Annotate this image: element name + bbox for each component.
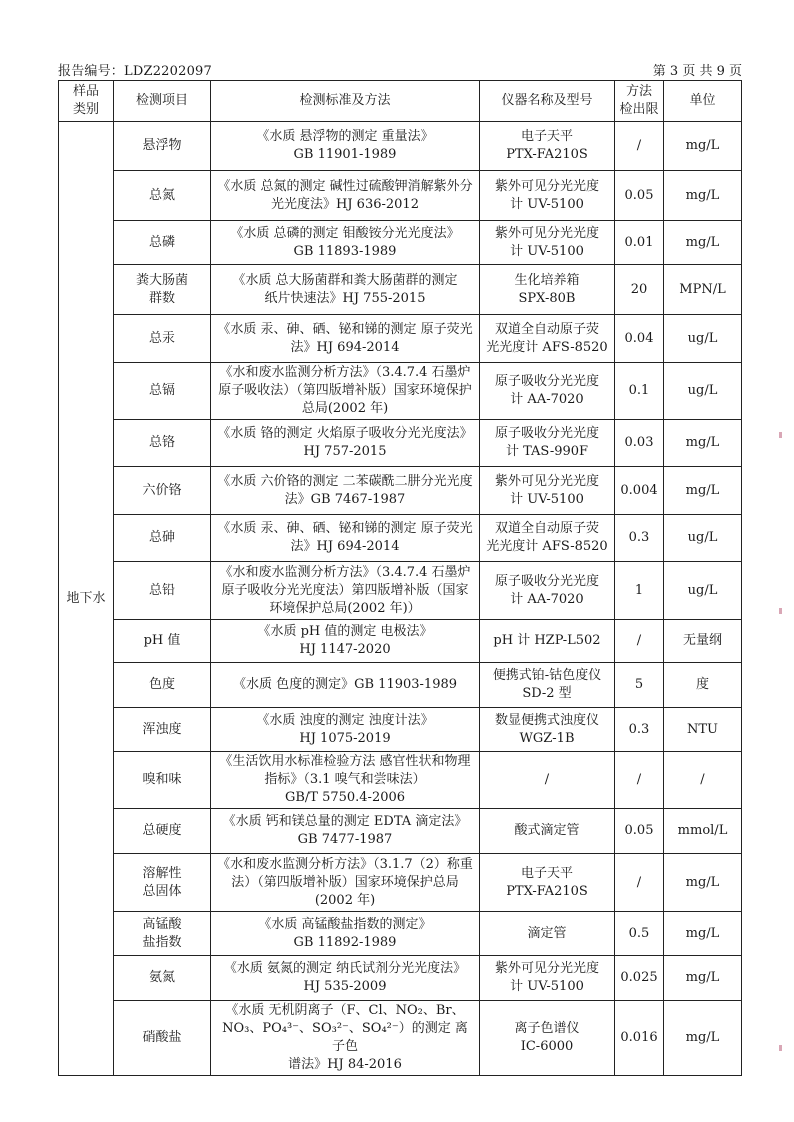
test-item: 总铅 xyxy=(114,562,211,620)
report-number: 报告编号：LDZ2202097 xyxy=(58,64,212,79)
instrument: 数显便携式浊度仪 WGZ-1B xyxy=(480,708,615,752)
table-row xyxy=(59,663,742,708)
table-row xyxy=(59,171,742,221)
standard-method: 《水质 氨氮的测定 纳氏试剂分光光度法》 HJ 535-2009 xyxy=(211,956,480,1001)
unit: mg/L xyxy=(664,420,742,467)
table-row xyxy=(59,122,742,171)
detection-limit: 0.004 xyxy=(615,467,664,515)
standard-method: 《水和废水监测分析方法》（3.4.7.4 石墨炉原子吸收法）（第四版增补版）国家环境保护总局(2002 年) xyxy=(211,363,480,420)
instrument: 原子吸收分光光度 计 AA-7020 xyxy=(480,562,615,620)
test-item: 总磷 xyxy=(114,221,211,265)
standard-no3: NO₃ xyxy=(222,1021,250,1036)
unit: mg/L xyxy=(664,221,742,265)
unit: mg/L xyxy=(664,912,742,956)
instrument: 电子天平 PTX-FA210S xyxy=(480,854,615,912)
detection-limit: 0.5 xyxy=(615,912,664,956)
unit: mg/L xyxy=(664,171,742,221)
unit: mmol/L xyxy=(664,809,742,854)
instrument: 滴定管 xyxy=(480,912,615,956)
col-header-limit: 方法 检出限 xyxy=(615,81,664,122)
instrument: 双道全自动原子荧 光光度计 AFS-8520 xyxy=(480,515,615,562)
table-row xyxy=(59,956,742,1001)
table-row xyxy=(59,515,742,562)
detection-limit: / xyxy=(615,752,664,809)
detection-limit: / xyxy=(615,620,664,663)
sample-category: 地下水 xyxy=(59,122,114,1076)
test-item: 悬浮物 xyxy=(114,122,211,171)
unit: 无量纲 xyxy=(664,620,742,663)
standard-method: 《水质 六价铬的测定 二苯碳酰二肼分光光度法》GB 7467-1987 xyxy=(211,467,480,515)
instrument: 便携式铂-钴色度仪 SD-2 型 xyxy=(480,663,615,708)
standard-line-1: 《水质 无机阴离子（F、Cl、NO₂、Br、 xyxy=(225,1003,465,1018)
test-method-table xyxy=(58,80,742,1076)
test-item: 嗅和味 xyxy=(114,752,211,809)
table-row xyxy=(59,854,742,912)
test-item: 硝酸盐 xyxy=(114,1001,211,1076)
test-item: 总镉 xyxy=(114,363,211,420)
table-row xyxy=(59,420,742,467)
col-header-instrument: 仪器名称及型号 xyxy=(480,81,615,122)
unit: mg/L xyxy=(664,467,742,515)
col-header-category: 样品 类别 xyxy=(59,81,114,122)
standard-line-2 xyxy=(217,1020,473,1056)
col-header-unit: 单位 xyxy=(664,81,742,122)
instrument: 酸式滴定管 xyxy=(480,809,615,854)
col-header-item: 检测项目 xyxy=(114,81,211,122)
instrument: 紫外可见分光光度 计 UV-5100 xyxy=(480,956,615,1001)
unit: mg/L xyxy=(664,122,742,171)
detection-limit: 0.01 xyxy=(615,221,664,265)
table-row xyxy=(59,912,742,956)
table-row xyxy=(59,752,742,809)
table-row xyxy=(59,467,742,515)
detection-limit: 0.03 xyxy=(615,420,664,467)
test-item: 六价铬 xyxy=(114,467,211,515)
unit: MPN/L xyxy=(664,265,742,315)
instrument: 电子天平 PTX-FA210S xyxy=(480,122,615,171)
detection-limit: 0.05 xyxy=(615,171,664,221)
standard-method: 《水质 悬浮物的测定 重量法》 GB 11901-1989 xyxy=(211,122,480,171)
table-row xyxy=(59,265,742,315)
unit: mg/L xyxy=(664,854,742,912)
table-body xyxy=(59,122,742,1076)
standard-method: 《水质 浊度的测定 浊度计法》 HJ 1075-2019 xyxy=(211,708,480,752)
test-item: 总汞 xyxy=(114,315,211,363)
table-header-row xyxy=(59,81,742,122)
instrument: 双道全自动原子荧 光光度计 AFS-8520 xyxy=(480,315,615,363)
unit: / xyxy=(664,752,742,809)
unit: mg/L xyxy=(664,1001,742,1076)
unit: 度 xyxy=(664,663,742,708)
unit: NTU xyxy=(664,708,742,752)
standard-method: 《水质 总氮的测定 碱性过硫酸钾消解紫外分光光度法》HJ 636-2012 xyxy=(211,171,480,221)
table-row xyxy=(59,562,742,620)
standard-method: 《生活饮用水标准检验方法 感官性状和物理指标》（3.1 嗅气和尝味法） GB/T 5750.4-2006 xyxy=(211,752,480,809)
standard-method: 《水和废水监测分析方法》（3.4.7.4 石墨炉原子吸收分光光度法）第四版增补版（国家环境保护总局(2002 年)） xyxy=(211,562,480,620)
table-row xyxy=(59,620,742,663)
table-row xyxy=(59,315,742,363)
standard-method: 《水和废水监测分析方法》（3.1.7（2）称重法）（第四版增补版）国家环境保护总局(2002 年) xyxy=(211,854,480,912)
unit: ug/L xyxy=(664,515,742,562)
detection-limit: 0.3 xyxy=(615,708,664,752)
detection-limit: 0.04 xyxy=(615,315,664,363)
instrument: 紫外可见分光光度 计 UV-5100 xyxy=(480,171,615,221)
standard-method: 《水质 钙和镁总量的测定 EDTA 滴定法》 GB 7477-1987 xyxy=(211,809,480,854)
test-item: 浑浊度 xyxy=(114,708,211,752)
detection-limit: 5 xyxy=(615,663,664,708)
test-item: 总砷 xyxy=(114,515,211,562)
margin-mark xyxy=(779,608,782,614)
table-row xyxy=(59,363,742,420)
instrument: 生化培养箱 SPX-80B xyxy=(480,265,615,315)
test-item: 总硬度 xyxy=(114,809,211,854)
standard-method: 《水质 汞、砷、硒、铋和锑的测定 原子荧光法》HJ 694-2014 xyxy=(211,315,480,363)
standard-line-3: 谱法》HJ 84-2016 xyxy=(288,1057,402,1072)
detection-limit: 0.05 xyxy=(615,809,664,854)
standard-po4-text: 、PO₄³⁻、SO₃²⁻、SO₄²⁻）的测定 离子色 xyxy=(249,1021,468,1054)
instrument: 离子色谱仪 IC-6000 xyxy=(480,1001,615,1076)
table-row xyxy=(59,809,742,854)
unit: ug/L xyxy=(664,363,742,420)
detection-limit: 0.016 xyxy=(615,1001,664,1076)
test-item: 高锰酸 盐指数 xyxy=(114,912,211,956)
col-header-standard: 检测标准及方法 xyxy=(211,81,480,122)
standard-method: 《水质 高锰酸盐指数的测定》 GB 11892-1989 xyxy=(211,912,480,956)
detection-limit: 0.1 xyxy=(615,363,664,420)
instrument: 原子吸收分光光度 计 TAS-990F xyxy=(480,420,615,467)
margin-mark xyxy=(779,1045,782,1051)
table-row xyxy=(59,221,742,265)
standard-method: 《水质 总磷的测定 钼酸铵分光光度法》 GB 11893-1989 xyxy=(211,221,480,265)
standard-method: 《水质 汞、砷、硒、铋和锑的测定 原子荧光法》HJ 694-2014 xyxy=(211,515,480,562)
report-header xyxy=(58,58,742,80)
table-row xyxy=(59,1001,742,1076)
detection-limit: 0.025 xyxy=(615,956,664,1001)
detection-limit: / xyxy=(615,122,664,171)
unit: mg/L xyxy=(664,956,742,1001)
detection-limit: 0.3 xyxy=(615,515,664,562)
instrument: pH 计 HZP-L502 xyxy=(480,620,615,663)
test-item: 总铬 xyxy=(114,420,211,467)
instrument: 原子吸收分光光度 计 AA-7020 xyxy=(480,363,615,420)
detection-limit: 1 xyxy=(615,562,664,620)
unit: ug/L xyxy=(664,562,742,620)
margin-mark xyxy=(779,432,782,438)
standard-method: 《水质 pH 值的测定 电极法》 HJ 1147-2020 xyxy=(211,620,480,663)
standard-method xyxy=(211,1001,480,1076)
instrument: 紫外可见分光光度 计 UV-5100 xyxy=(480,467,615,515)
page-number: 第 3 页 共 9 页 xyxy=(652,64,742,79)
test-item: 色度 xyxy=(114,663,211,708)
standard-method: 《水质 色度的测定》GB 11903-1989 xyxy=(211,663,480,708)
test-item: 总氮 xyxy=(114,171,211,221)
detection-limit: / xyxy=(615,854,664,912)
test-item: 氨氮 xyxy=(114,956,211,1001)
detection-limit: 20 xyxy=(615,265,664,315)
standard-method: 《水质 铬的测定 火焰原子吸收分光光度法》HJ 757-2015 xyxy=(211,420,480,467)
test-item: 溶解性 总固体 xyxy=(114,854,211,912)
test-item: 粪大肠菌 群数 xyxy=(114,265,211,315)
standard-method: 《水质 总大肠菌群和粪大肠菌群的测定 纸片快速法》HJ 755-2015 xyxy=(211,265,480,315)
unit: ug/L xyxy=(664,315,742,363)
table-row xyxy=(59,708,742,752)
test-item: pH 值 xyxy=(114,620,211,663)
instrument: / xyxy=(480,752,615,809)
instrument: 紫外可见分光光度 计 UV-5100 xyxy=(480,221,615,265)
